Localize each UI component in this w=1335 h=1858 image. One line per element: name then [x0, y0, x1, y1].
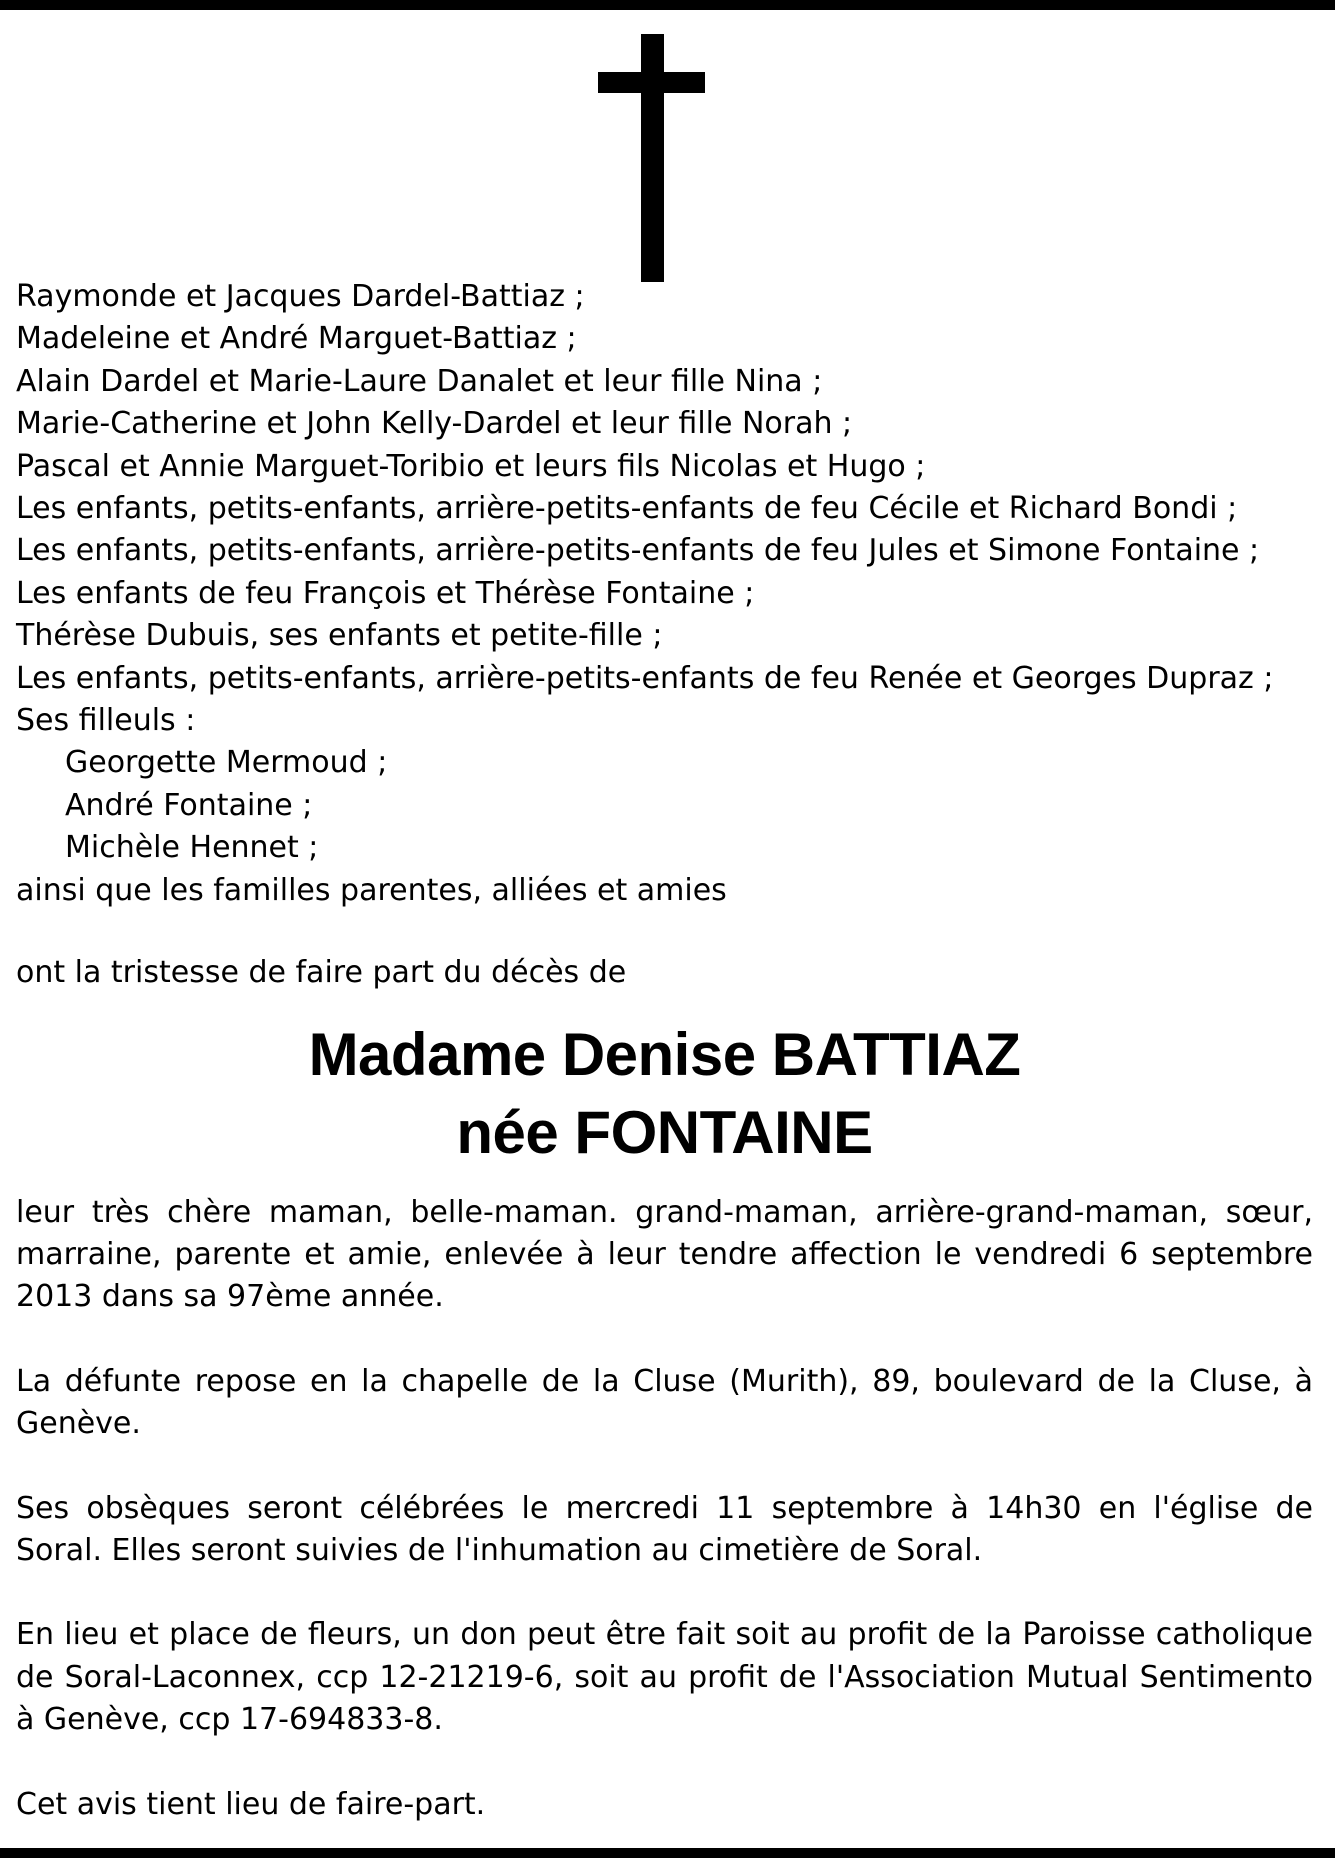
bottom-border-rule — [0, 1848, 1335, 1858]
godchild-line: Michèle Hennet ; — [65, 830, 319, 866]
deceased-name-block — [16, 1016, 1313, 1172]
family-line: Marie-Catherine et John Kelly-Dardel et leur fille Norah ; — [16, 406, 853, 442]
godchildren-heading: Ses filleuls : — [16, 703, 196, 739]
family-line: Les enfants, petits-enfants, arrière-petits-enfants de feu Renée et Georges Dupraz ; — [16, 660, 1274, 696]
chapel-paragraph: La défunte repose en la chapelle de la Cluse (Murith), 89, boulevard de la Cluse, à Genève. — [16, 1363, 1313, 1442]
donation-paragraph: En lieu et place de fleurs, un don peut être fait soit au profit de la Paroisse catholique de Soral-Laconnex, ccp 12-21219-6, soit au profit de l'Association Mutual Sentimento à Genève, ccp 17-694833-8. — [16, 1617, 1313, 1738]
family-line: Les enfants de feu François et Thérèse Fontaine ; — [16, 575, 755, 611]
description-paragraph: leur très chère maman, belle-maman. grand-maman, arrière-grand-maman, sœur, marraine, parente et amie, enlevée à leur tendre affection le vendredi 6 septembre 2013 dans sa 97ème année. — [16, 1194, 1313, 1315]
cross-horizontal-bar — [598, 72, 705, 93]
cross-icon — [598, 34, 705, 282]
family-line: Thérèse Dubuis, ses enfants et petite-fille ; — [16, 618, 663, 654]
godchild-line: Georgette Mermoud ; — [65, 745, 388, 781]
family-list — [16, 276, 1313, 912]
top-border-rule — [0, 0, 1335, 10]
family-line: Pascal et Annie Marguet-Toribio et leurs fils Nicolas et Hugo ; — [16, 448, 926, 484]
announcement-intro: ont la tristesse de faire part du décès de — [16, 955, 627, 991]
family-line: Les enfants, petits-enfants, arrière-petits-enfants de feu Cécile et Richard Bondi ; — [16, 491, 1238, 527]
family-line: Raymonde et Jacques Dardel-Battiaz ; — [16, 279, 585, 314]
family-line: Alain Dardel et Marie-Laure Danalet et leur fille Nina ; — [16, 363, 823, 399]
family-line: Madeleine et André Marguet-Battiaz ; — [16, 321, 577, 357]
closing-family-line: ainsi que les familles parentes, alliées et amies — [16, 872, 727, 908]
family-line: Les enfants, petits-enfants, arrière-petits-enfants de feu Jules et Simone Fontaine ; — [16, 533, 1260, 569]
godchild-line: André Fontaine ; — [65, 787, 313, 823]
notice-body — [16, 276, 1313, 1826]
closing-note: Cet avis tient lieu de faire-part. — [16, 1786, 486, 1822]
deceased-birth-name: née FONTAINE — [456, 1098, 873, 1166]
funeral-paragraph: Ses obsèques seront célébrées le mercredi 11 septembre à 14h30 en l'église de Soral. Elles seront suivies de l'inhumation au cimetière de Soral. — [16, 1490, 1313, 1568]
deceased-name: Madame Denise BATTIAZ — [308, 1020, 1021, 1088]
